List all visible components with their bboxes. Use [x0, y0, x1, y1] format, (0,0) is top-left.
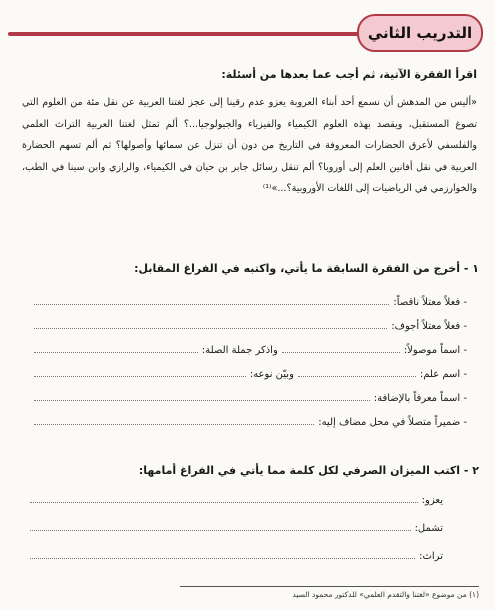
- item-sublabel: واذكر جملة الصلة:: [201, 345, 278, 356]
- answer-blank[interactable]: [34, 304, 389, 305]
- question-2-item: [30, 518, 443, 534]
- item-label: - فعلاً معتلاً ناقصاً:: [393, 297, 467, 308]
- answer-blank[interactable]: [34, 400, 370, 401]
- answer-blank[interactable]: [34, 424, 314, 425]
- answer-blank[interactable]: [30, 502, 418, 503]
- answer-blank[interactable]: [30, 558, 415, 559]
- question-1-title: ١ - أخرج من الفقرة السابقة ما يأتي، واكتبه في الفراغ المقابل:: [134, 262, 479, 275]
- answer-blank[interactable]: [34, 328, 387, 329]
- item-label: - ضميراً متصلاً في محل مضاف إليه:: [318, 417, 467, 428]
- question-1-item: [30, 316, 467, 332]
- footnote-divider: [180, 586, 479, 587]
- item-label: - اسماً معرفاً بالإضافة:: [373, 393, 467, 404]
- footnote: (١) من موضوع «لغتنا والتقدم العلمي» للدكتور محمود السيد: [292, 590, 479, 599]
- word-label: تراث:: [419, 551, 443, 562]
- reading-instruction: اقرأ الفقرة الآتية، ثم أجب عما بعدها من أسئلة:: [221, 68, 477, 81]
- item-sublabel: وبيّن نوعه:: [249, 369, 294, 380]
- question-1-item: [30, 292, 467, 308]
- item-label: - اسم علم:: [419, 369, 467, 380]
- question-1-item: [30, 364, 467, 380]
- question-1-item: [30, 340, 467, 356]
- answer-blank[interactable]: [30, 530, 411, 531]
- question-2-item: [30, 546, 443, 562]
- reading-passage: «أليس من المدهش أن نسمع أحد أبناء العروبة يعزو عدم رقينا إلى عجز لغتنا العربية عن نقل مئة من العلوم التي تصوغ المستقبل، ويقصد بهذه العلوم الكيمياء والفيزياء والجيولوجيا...؟ ألم تمثل لغتنا العربية التراث العلمي والفلسفي لأعرق الحضارات المعروفة في التاريخ من دون أن تنزل عن سمائها وأصولها؟ ثم ألم تسهم الحضارة العربية في نقل أفانين العلم إلى أوروبا؟ ألم تنقل رسائل جابر بن حيان في الكيمياء، والرازي وابن سينا في الطب، والخوارزمي في الرياضيات إلى اللغات الأوروبية؟...»⁽¹⁾: [22, 97, 477, 194]
- exercise-title: التدريب الثاني: [357, 14, 483, 52]
- answer-blank[interactable]: [34, 352, 198, 353]
- question-2-item: [30, 490, 443, 506]
- question-2-title: ٢ - اكتب الميزان الصرفي لكل كلمة مما يأتي في الفراغ أمامها:: [138, 464, 479, 477]
- answer-blank[interactable]: [298, 376, 416, 377]
- word-label: تشمل:: [414, 523, 443, 534]
- word-label: يعزو:: [421, 495, 443, 506]
- question-1-item: [30, 412, 467, 428]
- header-rule: [8, 32, 413, 36]
- answer-blank[interactable]: [282, 352, 400, 353]
- item-label: - فعلاً معتلاً أجوف:: [391, 321, 467, 332]
- item-label: - اسماً موصولاً:: [403, 345, 467, 356]
- answer-blank[interactable]: [34, 376, 246, 377]
- question-1-item: [30, 388, 467, 404]
